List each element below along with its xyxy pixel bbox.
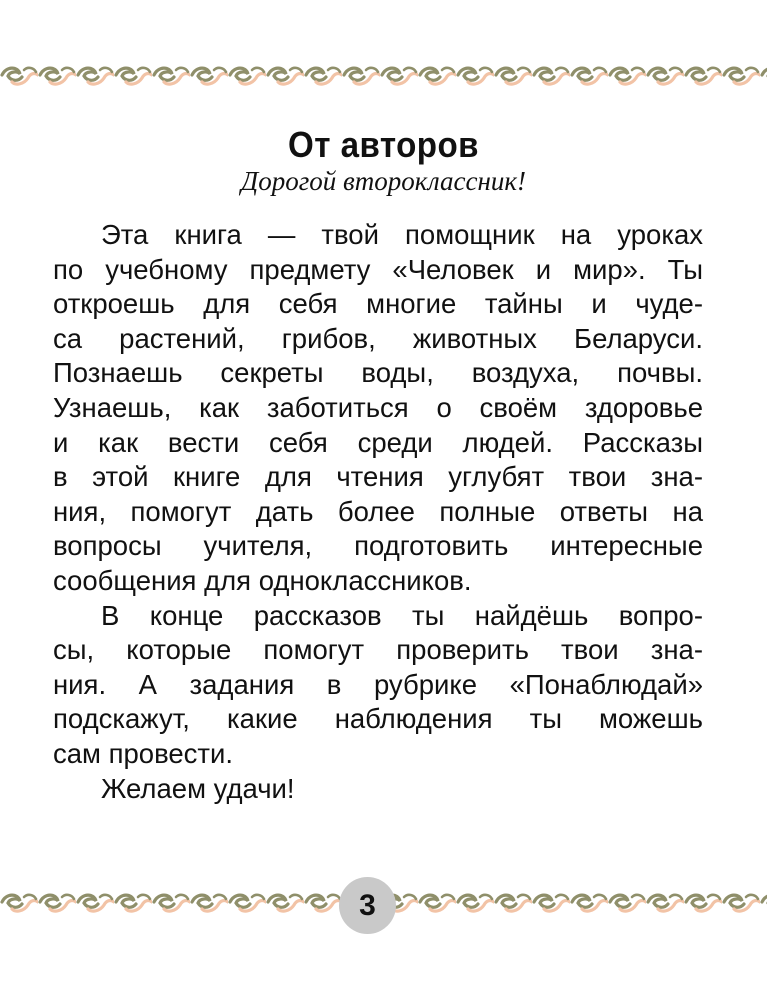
- text-line: Эта книга — твой помощник на уроках: [101, 219, 703, 250]
- top-ornament-border: [0, 62, 767, 88]
- text-line: откроешь для себя многие тайны и чуде-: [53, 288, 703, 320]
- text-line: и как вести себя среди людей. Рассказы: [53, 426, 703, 458]
- text-line: в этой книге для чтения углубят твои зна-: [53, 461, 703, 493]
- body-text: [53, 218, 703, 806]
- text-line: са растений, грибов, животных Беларуси.: [53, 322, 703, 354]
- page-number: 3: [359, 888, 376, 922]
- page-title: От авторов: [288, 124, 479, 166]
- text-line: ния, помогут дать более полные ответы на: [53, 495, 703, 527]
- text-line: сам провести.: [53, 737, 234, 769]
- greeting: Дорогой второклассник!: [241, 166, 526, 196]
- text-line: по учебному предмету «Человек и мир». Ты: [53, 253, 703, 285]
- text-line: подскажут, какие наблюдения ты можешь: [53, 703, 703, 735]
- text-line: Узнаешь, как заботиться о своём здоровье: [53, 391, 703, 423]
- text-line: ния. А задания в рубрике «Понаблюдай»: [53, 668, 703, 700]
- text-line: В конце рассказов ты найдёшь вопро-: [101, 599, 703, 631]
- text-line: сообщения для одноклассников.: [53, 564, 472, 596]
- text-line: Познаешь секреты воды, воздуха, почвы.: [53, 357, 703, 389]
- text-line: сы, которые помогут проверить твои зна-: [53, 634, 703, 666]
- text-line: вопросы учителя, подготовить интересные: [53, 530, 703, 562]
- closing-line: Желаем удачи!: [101, 772, 295, 804]
- page-number-badge: [339, 877, 396, 934]
